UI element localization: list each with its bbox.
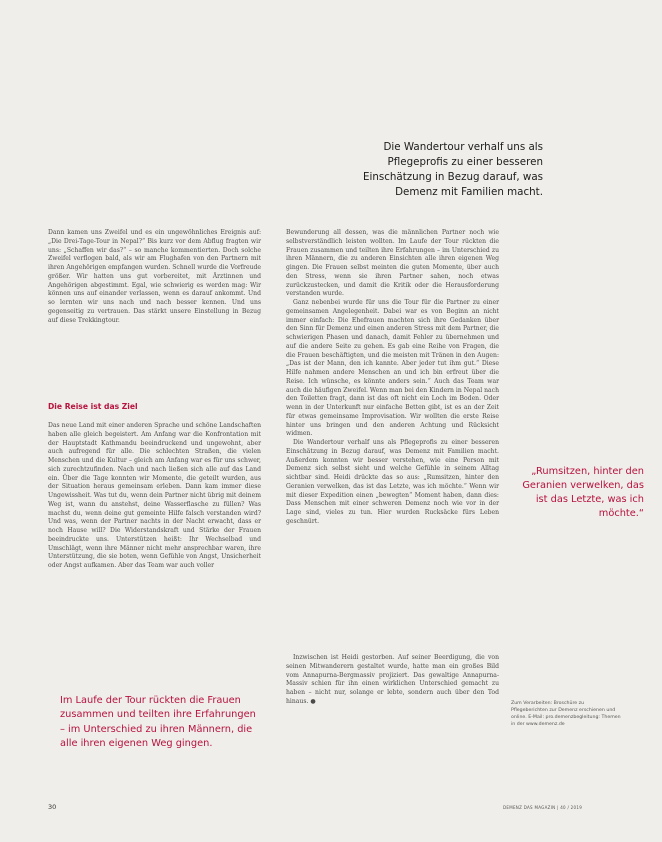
paragraph: Bewunderung all dessen, was die männlichen Partner noch wie selbstverständlich leisten wollten. Im Laufe der Tour rückten die Frauen zusammen und teilten ihre Erfahrungen – im Unterschied zu ihren Männern, die zu anderen Einsichten alle ihren eigenen Weg gingen. Die Frauen selbst meinten die guten Momente, über auch den Stress, wenn sie ihren Partner sahen, noch etwas zurückzustecken, und damit die Kritik oder die Herausforderung verstanden wurde. bbox=[286, 229, 499, 298]
paragraph: Dann kamen uns Zweifel und es ein ungewöhnliches Ereignis auf: „Die Drei-Tage-Tour in Nepal?“ Bis kurz vor dem Abflug fragten wir uns: „Schaffen wir das?“ – so manche kommentierten. Doch solche Zweifel verflogen bald, als wir am Flughafen von den Partnern mit ihren Angehörigen empfangen wurden. Schnell wurde die Vorfreude größer. Wir hatten uns gut vorbereitet, mit Ärztinnen und Angehörigen abgestimmt. Egal, wie schwierig es werden mag: Wir können uns auf einander verlassen, wenn es darauf ankommt. Und so lernten wir uns nach und nach besser kennen. Und uns gegenseitig zu vertrauen. Das stärkt unsere Einstellung in Bezug auf diese Trekkingtour. bbox=[48, 229, 261, 324]
paragraph: Ganz nebenbei wurde für uns die Tour für die Partner zu einer gemeinsamen Angelegenheit. Dabei war es von Beginn an nicht immer einfach: Die Ehefrauen machten sich ihre Gedanken über den Sinn für Demenz und einen anderen Stress mit dem Partner, die schwierigen Phasen und danach, damit Fehler zu übernehmen und auf die andere Seite zu gehen. Es gab eine Reihe von Fragen, die die Frauen beschäftigten, und die meisten mit Tränen in den Augen: „Das ist der Mann, den ich kannte. Aber jeder tut ihm gut.“ Diese Hilfe nahmen andere Menschen an und ich bin erfreut über die Reise. Ich wünsche, es könnte anders sein.“ Auch das Team war auch die häufigen Zweifel. Wenn man bei den Kindern in Nepal nach den Toiletten fragt, dann ist das oft nicht ein Loch im Boden. Oder wenn in der Unterkunft nur einfache Betten gibt, ist es an der Zeit für etwas gemeinsame Improvisation. Wir wollten die erste Reise hinter uns bringen und den anderen Achtung und Rücksicht widmen. bbox=[286, 299, 499, 438]
pullquote-top: Die Wandertour verhalf uns als Pflegeprofis zu einer besseren Einschätzung in Bezug darauf, was Demenz mit Familien macht. bbox=[362, 141, 543, 198]
running-footer: DEMENZ DAS MAGAZIN | 40 / 2019 bbox=[503, 805, 583, 810]
body-column-right bbox=[286, 229, 499, 527]
body-column-right-bottom bbox=[286, 654, 499, 707]
paragraph: Das neue Land mit einer anderen Sprache und schöne Landschaften haben alle gleich begeistert. Am Anfang war die Konfrontation mit der Hauptstadt Kathmandu beeindruckend und ungewohnt, aber auch aufregend für alle. Die schlechten Straßen, die vielen Menschen und die Kultur – gleich am Anfang war es für uns schwer, sich zurechtzufinden. Nach und nach ließen sich alle auf das Land ein. Über die Tage konnten wir Momente, die geteilt wurden, aus der Situation heraus gemeinsam erleben. Dann kam immer diese Ungewissheit. Was tut du, wenn dein Partner nicht übrig mit deinem Weg ist, wann du anstehst, deine Wasserflasche zu füllen? Was machst du, wenn deine gut gemeinte Hilfe falsch verstanden wird? Und was, wenn der Partner nachts in der Nacht erwacht, dass er noch Hause will? Die Widerstandskraft und Stärke der Frauen beeindruckte uns. Unterstützen heißt: Ihr Wechselbad und Umschlägt, wenn ihre Männer nicht mehr ansprechbar waren, ihre Unterstützung, die sie boten, wenn Gefühle von Angst, Unsicherheit oder Angst aufkamen. Aber das Team war auch voller bbox=[48, 422, 261, 569]
pullquote-side: „Rumsitzen, hinter den Geranien verwelken, das ist das Letzte, was ich möchte.“ bbox=[522, 466, 644, 519]
body-column-left-bottom bbox=[48, 422, 261, 571]
page-number: 30 bbox=[48, 803, 57, 811]
body-column-left-top bbox=[48, 229, 261, 325]
info-caption: Zum Verarbeiten: Broschüre zu Pflegeberichten zur Demenz erschienen und online. E-Mail: pro.demenzbegleitung: Themen in der www.demenz.de bbox=[511, 701, 621, 727]
paragraph: Die Wandertour verhalf uns als Pflegeprofis zu einer besseren Einschätzung in Bezug darauf, was Demenz mit Familien macht. Außerdem konnten wir besser verstehen, wie eine Person mit Demenz sich selbst sieht und welche Gefühle in seinem Alltag sichtbar sind. Heidi drückte das so aus: „Rumsitzen, hinter den Geranien verwelken, das ist das Letzte, was ich möchte.“ Wenn wir mit dieser Expedition einen „bewegten“ Moment haben, dann dies: Dass Menschen mit einer schweren Demenz noch wie vor in der Lage sind, vieles zu tun. Hier wurden Rucksäcke fürs Leben geschnürt. bbox=[286, 439, 499, 525]
paragraph: Inzwischen ist Heidi gestorben. Auf seiner Beerdigung, die von seinen Mitwanderern gestaltet wurde, hatte man ein großes Bild vom Annapurna-Bergmassiv projiziert. Das gewaltige Annapurna-Massiv schien für ihn einen wirklichen Unterschied gemacht zu haben – nicht nur, solange er lebte, sondern auch über den Tod hinaus. ● bbox=[286, 654, 499, 705]
section-heading: Die Reise ist das Ziel bbox=[48, 402, 138, 411]
pullquote-bottom: Im Laufe der Tour rückten die Frauen zusammen und teilten ihre Erfahrungen – im Unterschied zu ihren Männern, die alle ihren eigenen Weg gingen. bbox=[60, 695, 256, 750]
